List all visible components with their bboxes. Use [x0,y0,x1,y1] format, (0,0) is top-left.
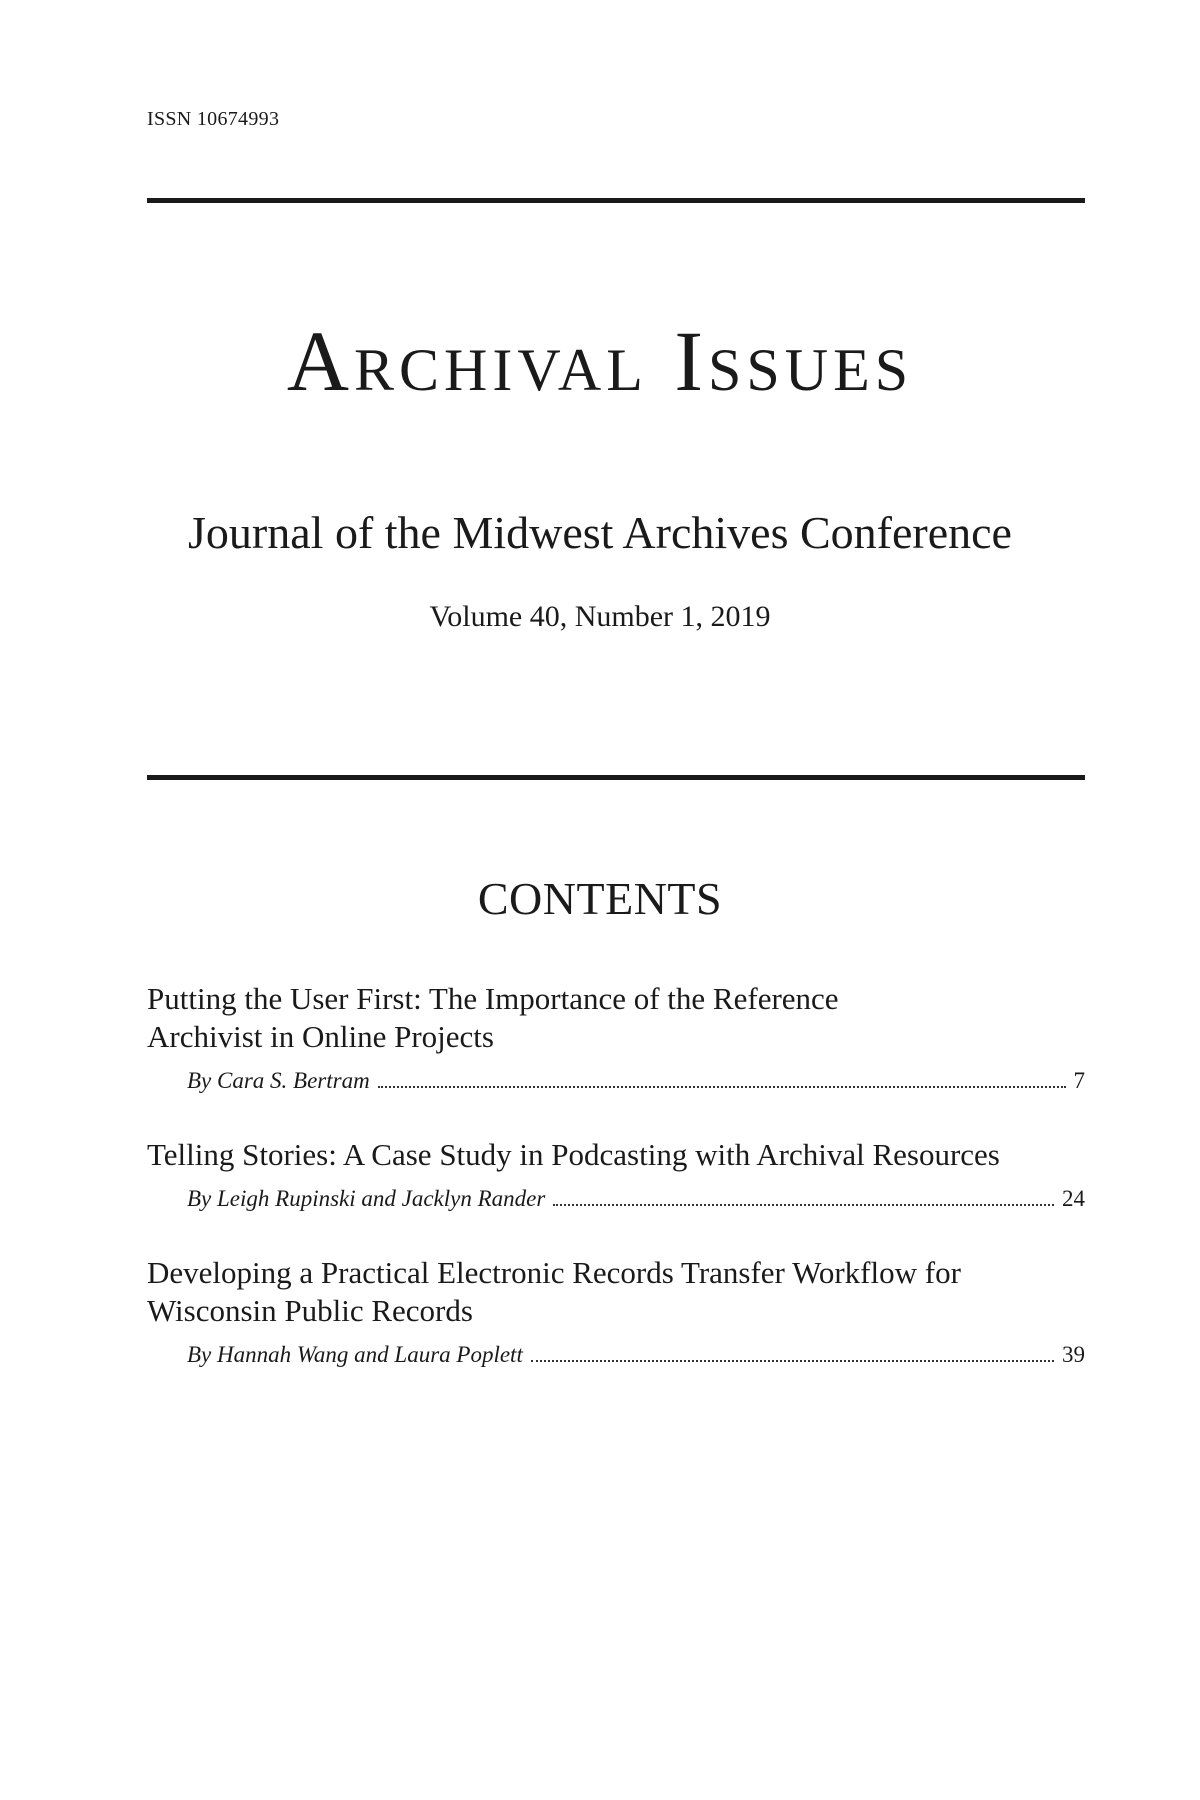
issn-label: ISSN 10674993 [147,108,280,130]
volume-info: Volume 40, Number 1, 2019 [429,600,771,633]
middle-rule [147,775,1085,780]
article-author: By Hannah Wang and Laura Poplett [187,1342,523,1367]
article-byline [147,1186,1085,1212]
dot-leader [378,1086,1066,1088]
article-title: Telling Stories: A Case Study in Podcasting with Archival Resources [147,1137,1000,1172]
article-title-continued: Archivist in Online Projects [147,1019,494,1054]
article-title: Developing a Practical Electronic Records Transfer Workflow for [147,1255,961,1290]
journal-subtitle: Journal of the Midwest Archives Conference [188,507,1012,558]
article-author: By Leigh Rupinski and Jacklyn Rander [187,1186,546,1211]
toc-entry[interactable] [147,1136,1085,1212]
article-title-continued: Wisconsin Public Records [147,1293,473,1328]
article-author: By Cara S. Bertram [187,1068,370,1093]
page-number: 39 [1062,1342,1085,1367]
contents-heading: CONTENTS [477,873,723,924]
dot-leader [553,1204,1054,1206]
table-of-contents [147,980,1085,1410]
top-rule [147,198,1085,203]
article-byline [147,1342,1085,1368]
page-number: 7 [1073,1068,1085,1093]
toc-entry[interactable] [147,1254,1085,1368]
page-number: 24 [1062,1186,1085,1211]
toc-entry[interactable] [147,980,1085,1094]
article-byline [147,1068,1085,1094]
dot-leader [531,1360,1054,1362]
article-title: Putting the User First: The Importance of the Reference [147,981,839,1016]
journal-title: Archival Issues [286,313,914,409]
